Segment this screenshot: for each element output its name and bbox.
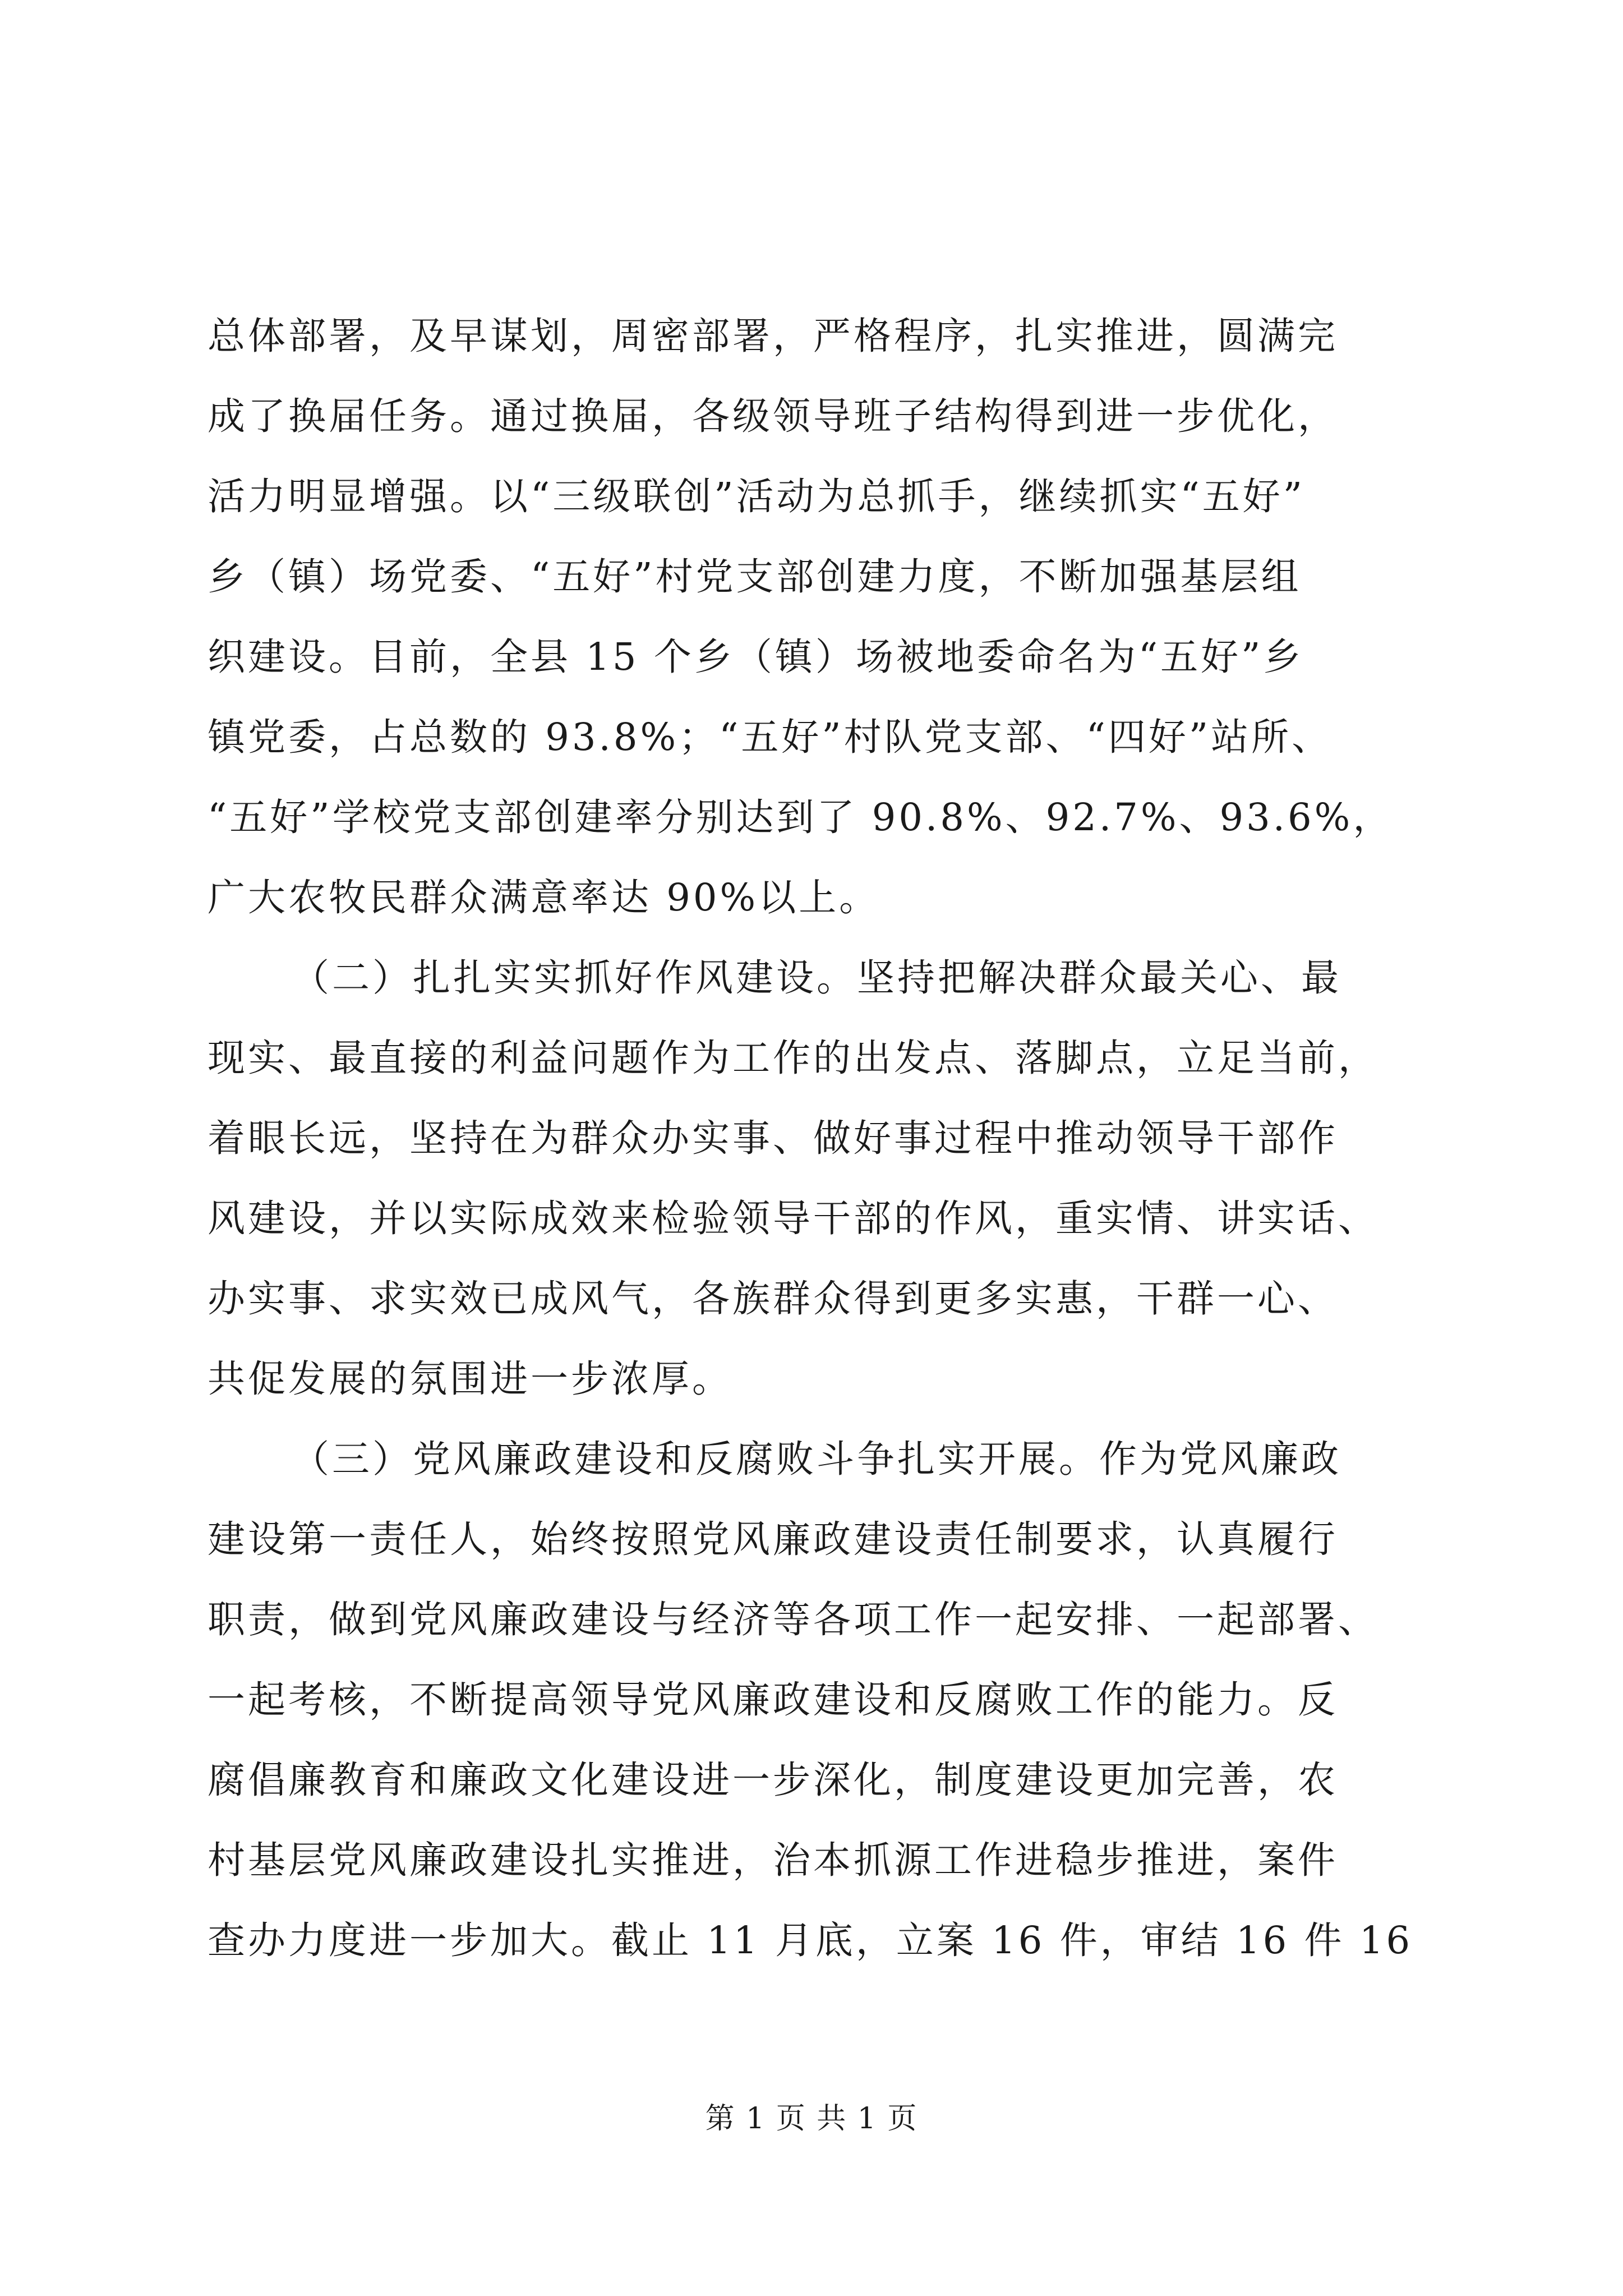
text-line: 腐倡廉教育和廉政文化建设进一步深化，制度建设更加完善，农 xyxy=(208,1758,1338,1802)
text-line: 镇党委，占总数的 93.8%；“五好”村队党支部、“四好”站所、 xyxy=(208,715,1332,759)
text-line: 一起考核，不断提高领导党风廉政建设和反腐败工作的能力。反 xyxy=(208,1678,1338,1722)
text-line: 村基层党风廉政建设扎实推进，治本抓源工作进稳步推进，案件 xyxy=(208,1838,1338,1882)
text-line: 职责，做到党风廉政建设与经济等各项工作一起安排、一起部署、 xyxy=(208,1598,1378,1641)
text-line: 成了换届任务。通过换届，各级领导班子结构得到进一步优化， xyxy=(208,394,1338,438)
page-footer xyxy=(0,2099,1623,2138)
text-line: 查办力度进一步加大。截止 11 月底，立案 16 件，审结 16 件 16 xyxy=(208,1918,1413,1962)
text-line: 总体部署，及早谋划，周密部署，严格程序，扎实推进，圆满完 xyxy=(208,314,1338,358)
text-line: 办实事、求实效已成风气，各族群众得到更多实惠，干群一心、 xyxy=(208,1277,1338,1320)
document-body xyxy=(208,296,1415,1981)
text-line: 织建设。目前，全县 15 个乡（镇）场被地委命名为“五好”乡 xyxy=(208,635,1304,679)
text-line: 着眼长远，坚持在为群众办实事、做好事过程中推动领导干部作 xyxy=(208,1116,1338,1160)
text-line: 现实、最直接的利益问题作为工作的出发点、落脚点，立足当前， xyxy=(208,1036,1378,1080)
text-line: 乡（镇）场党委、“五好”村党支部创建力度，不断加强基层组 xyxy=(208,555,1302,599)
paragraph-start-line: （二）扎扎实实抓好作风建设。坚持把解决群众最关心、最 xyxy=(292,956,1341,1000)
text-line: 共促发展的氛围进一步浓厚。 xyxy=(208,1357,732,1401)
text-line: 广大农牧民群众满意率达 90%以上。 xyxy=(208,876,880,919)
text-line: “五好”学校党支部创建率分别达到了 90.8%、92.7%、93.6%， xyxy=(208,795,1394,839)
page-number-label: 第 1 页 共 1 页 xyxy=(705,2102,918,2136)
text-line: 风建设，并以实际成效来检验领导干部的作风，重实情、讲实话、 xyxy=(208,1197,1378,1240)
text-line: 活力明显增强。以“三级联创”活动为总抓手，继续抓实“五好” xyxy=(208,475,1306,518)
text-line: 建设第一责任人，始终按照党风廉政建设责任制要求，认真履行 xyxy=(208,1517,1338,1561)
paragraph-start-line: （三）党风廉政建设和反腐败斗争扎实开展。作为党风廉政 xyxy=(292,1437,1341,1481)
